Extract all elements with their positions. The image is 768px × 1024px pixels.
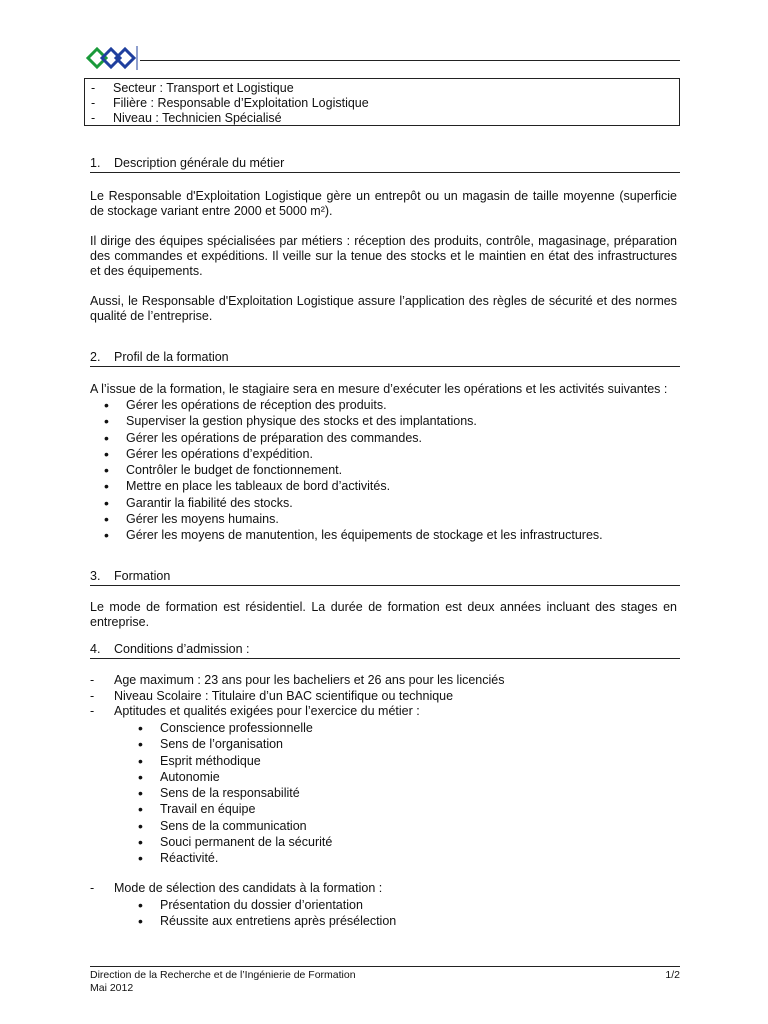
- aptitudes-list: [160, 720, 660, 867]
- admission-text: Aptitudes et qualités exigées pour l’exercice du métier :: [114, 704, 420, 718]
- admission-line: [90, 673, 680, 689]
- info-line-secteur: [91, 81, 673, 96]
- section-4-heading: [90, 641, 680, 659]
- section-title: Conditions d’admission :: [114, 642, 250, 656]
- section-number: 1.: [90, 156, 101, 170]
- paragraph: Le Responsable d'Exploitation Logistique gère un entrepôt ou un magasin de taille moyenne (superficie de stockage variant entre 2000 et 5000 m²).: [90, 189, 677, 218]
- section-3-heading: [90, 568, 680, 586]
- list-item: • Travail en équipe: [160, 801, 660, 817]
- section-title: Formation: [114, 569, 171, 583]
- paragraph: Il dirige des équipes spécialisées par métiers : réception des produits, contrôle, magasinage, préparation des commandes et expéditions. Il veille sur la tenue des stocks et le maintien en état des infrastructures et des équipements.: [90, 234, 677, 278]
- list-item: • Présentation du dossier d’orientation: [160, 897, 660, 913]
- list-item: • Garantir la fiabilité des stocks.: [126, 495, 676, 511]
- list-item: • Esprit méthodique: [160, 753, 660, 769]
- paragraph: Aussi, le Responsable d'Exploitation Logistique assure l’application des règles de sécurité et des normes qualité de l’entreprise.: [90, 294, 677, 323]
- list-item: • Superviser la gestion physique des stocks et des implantations.: [126, 413, 676, 429]
- list-item: • Autonomie: [160, 769, 660, 785]
- list-item: • Sens de la communication: [160, 818, 660, 834]
- footer: [90, 969, 680, 995]
- section-2-heading: [90, 349, 680, 367]
- list-item: • Gérer les opérations de préparation des commandes.: [126, 430, 676, 446]
- logo-icon: [86, 44, 138, 72]
- dash: -: [91, 81, 96, 95]
- page-number: 1/2: [665, 969, 680, 981]
- section-number: 4.: [90, 642, 101, 656]
- list-item: • Souci permanent de la sécurité: [160, 834, 660, 850]
- dash: -: [91, 96, 96, 110]
- list-item: • Mettre en place les tableaux de bord d’activités.: [126, 478, 676, 494]
- info-text: Secteur : Transport et Logistique: [113, 81, 294, 95]
- admission-list: [90, 673, 680, 720]
- admission-line: [90, 689, 680, 705]
- list-item: • Conscience professionnelle: [160, 720, 660, 736]
- info-box: [84, 78, 680, 126]
- section-number: 3.: [90, 569, 101, 583]
- list-item: • Gérer les opérations d’expédition.: [126, 446, 676, 462]
- list-item: • Gérer les moyens humains.: [126, 511, 676, 527]
- dash: -: [90, 673, 95, 687]
- list-item: • Réactivité.: [160, 850, 660, 866]
- admission-line: [90, 704, 680, 720]
- dash: -: [90, 688, 95, 703]
- list-item: • Gérer les opérations de réception des produits.: [126, 397, 676, 413]
- dash: -: [90, 704, 95, 718]
- info-text: Filière : Responsable d’Exploitation Logistique: [113, 96, 369, 110]
- section-1-heading: [90, 155, 680, 173]
- info-text: Niveau : Technicien Spécialisé: [113, 111, 282, 125]
- footer-line: Direction de la Recherche et de l’Ingénierie de Formation: [90, 969, 356, 981]
- selection-text: Mode de sélection des candidats à la formation :: [114, 881, 383, 895]
- paragraph: A l’issue de la formation, le stagiaire sera en mesure d’exécuter les opérations et les activités suivantes :: [90, 382, 668, 396]
- list-item: • Sens de la responsabilité: [160, 785, 660, 801]
- info-line-niveau: [91, 111, 673, 126]
- admission-text: Niveau Scolaire : Titulaire d’un BAC scientifique ou technique: [114, 688, 454, 703]
- list-item: • Contrôler le budget de fonctionnement.: [126, 462, 676, 478]
- header-rule: [140, 60, 680, 61]
- list-item: • Réussite aux entretiens après présélection: [160, 913, 660, 929]
- paragraph: Le mode de formation est résidentiel. La durée de formation est deux années incluant des stages en entreprise.: [90, 600, 677, 629]
- dash: -: [91, 111, 96, 125]
- profile-list: [126, 397, 676, 544]
- footer-date: Mai 2012: [90, 982, 134, 994]
- selection-line: [90, 881, 680, 897]
- section-title: Profil de la formation: [114, 350, 229, 364]
- section-number: 2.: [90, 350, 101, 364]
- list-item: • Sens de l’organisation: [160, 736, 660, 752]
- admission-text: Age maximum : 23 ans pour les bacheliers et 26 ans pour les licenciés: [114, 673, 505, 687]
- selection-list: [160, 897, 660, 930]
- section-title: Description générale du métier: [114, 156, 285, 170]
- list-item: • Gérer les moyens de manutention, les équipements de stockage et les infrastructures.: [126, 527, 676, 543]
- dash: -: [90, 881, 95, 895]
- info-line-filiere: [91, 96, 673, 111]
- footer-rule: [90, 966, 680, 967]
